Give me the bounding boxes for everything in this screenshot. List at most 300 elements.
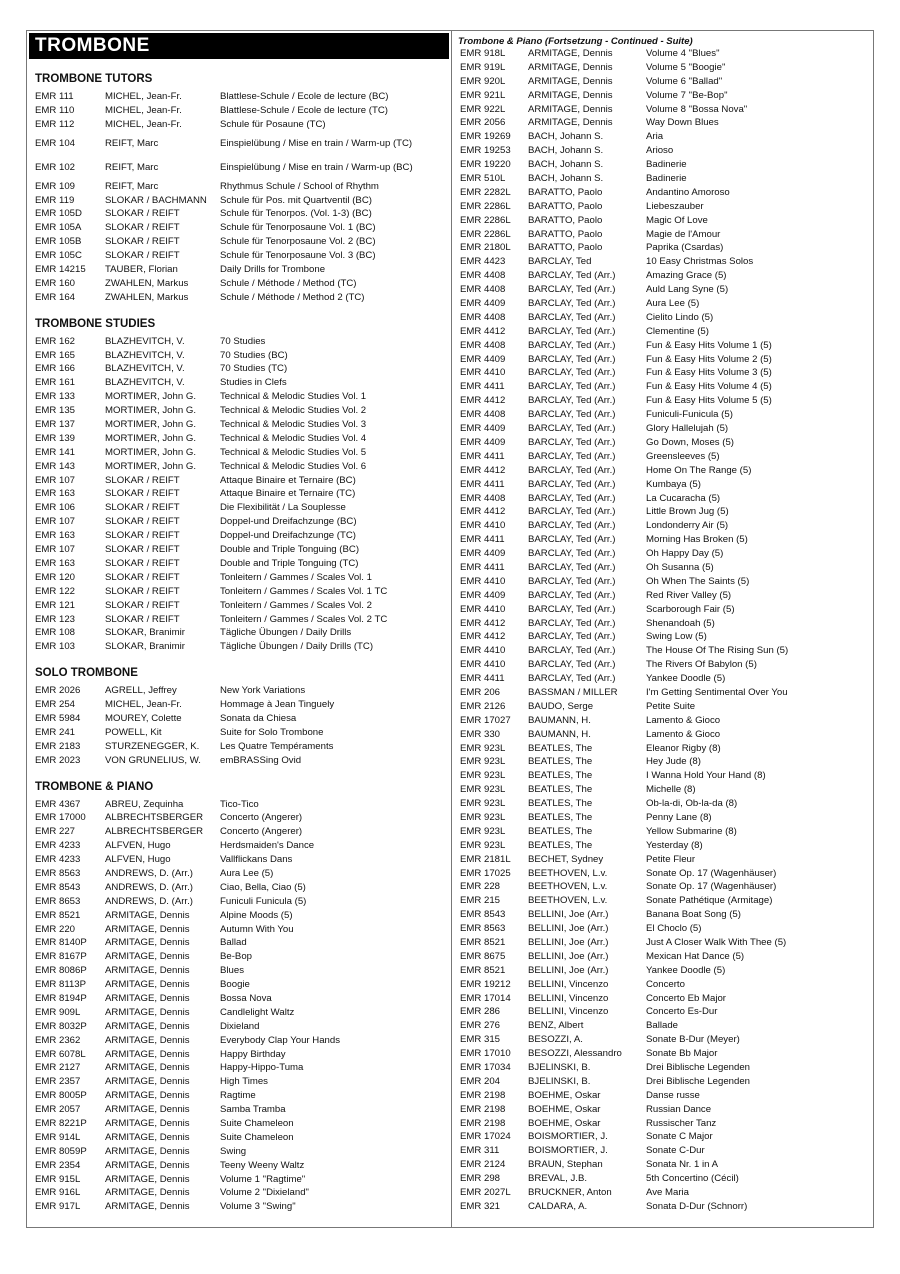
composer: ARMITAGE, Dennis <box>528 103 613 115</box>
composer: ARMITAGE, Dennis <box>528 89 613 101</box>
catalog-row <box>456 436 870 450</box>
composer: ARMITAGE, Dennis <box>105 979 190 991</box>
catalog-row <box>30 839 448 853</box>
catalog-row <box>456 519 870 533</box>
work-title: Happy-Hippo-Tuma <box>220 1062 304 1074</box>
composer: ARMITAGE, Dennis <box>105 1034 190 1046</box>
section-title: TROMBONE & PIANO <box>35 780 154 793</box>
catalog-row <box>456 603 870 617</box>
work-title: Red River Valley (5) <box>646 589 732 601</box>
catalog-row <box>30 446 448 460</box>
composer: BARCLAY, Ted (Arr.) <box>528 284 616 296</box>
catalog-row <box>456 894 870 908</box>
catalog-row <box>456 728 870 742</box>
catalog-number: EMR 2023 <box>35 754 81 766</box>
composer: ARMITAGE, Dennis <box>105 1020 190 1032</box>
catalog-number: EMR 8653 <box>35 895 81 907</box>
catalog-number: EMR 8032P <box>35 1020 87 1032</box>
catalog-number: EMR 4411 <box>460 381 505 393</box>
page-banner: TROMBONE <box>29 33 449 59</box>
catalog-row <box>30 698 448 712</box>
catalog-number: EMR 143 <box>35 460 75 472</box>
work-title: Einspielübung / Mise en train / Warm-up (BC) <box>220 162 413 174</box>
work-title: 70 Studies (TC) <box>220 363 288 375</box>
work-title: Vallflickans Dans <box>220 854 293 866</box>
composer: ARMITAGE, Dennis <box>105 1187 190 1199</box>
catalog-number: EMR 17014 <box>460 992 511 1004</box>
catalog-number: EMR 4412 <box>460 325 506 337</box>
composer: BEATLES, The <box>528 756 593 768</box>
catalog-number: EMR 4408 <box>460 339 506 351</box>
work-title: Boogie <box>220 979 250 991</box>
composer: REIFT, Marc <box>105 180 159 192</box>
work-title: Volume 6 "Ballad" <box>646 75 723 87</box>
catalog-number: EMR 4410 <box>460 659 506 671</box>
catalog-row <box>456 908 870 922</box>
composer: ARMITAGE, Dennis <box>105 1076 190 1088</box>
composer: BEETHOVEN, L.v. <box>528 867 608 879</box>
composer: SLOKAR / REIFT <box>105 236 180 248</box>
composer: BARCLAY, Ted (Arr.) <box>528 561 616 573</box>
work-title: Sonate Op. 17 (Wagenhäuser) <box>646 867 777 879</box>
catalog-row <box>456 811 870 825</box>
work-title: Daily Drills for Trombone <box>220 264 326 276</box>
catalog-number: EMR 4412 <box>460 395 506 407</box>
composer: BARCLAY, Ted (Arr.) <box>528 311 616 323</box>
work-title: Yesterday (8) <box>646 839 703 851</box>
work-title: Technical & Melodic Studies Vol. 2 <box>220 405 367 417</box>
catalog-number: EMR 19212 <box>460 978 511 990</box>
catalog-row <box>456 61 870 75</box>
work-title: Aura Lee (5) <box>220 867 274 879</box>
catalog-number: EMR 4412 <box>460 617 506 629</box>
work-title: Concerto Es-Dur <box>646 1006 718 1018</box>
work-title: 70 Studies (BC) <box>220 349 288 361</box>
catalog-row <box>30 362 448 376</box>
catalog-row <box>30 599 448 613</box>
catalog-number: EMR 4412 <box>460 464 506 476</box>
composer: ARMITAGE, Dennis <box>105 909 190 921</box>
catalog-number: EMR 2181L <box>460 853 511 865</box>
catalog-number: EMR 918L <box>460 48 506 59</box>
catalog-number: EMR 4367 <box>35 798 81 810</box>
catalog-number: EMR 120 <box>35 571 75 583</box>
composer: REIFT, Marc <box>105 138 159 150</box>
composer: BEETHOVEN, L.v. <box>528 895 608 907</box>
catalog-row <box>30 249 448 263</box>
catalog-number: EMR 161 <box>35 377 75 389</box>
catalog-number: EMR 102 <box>35 162 75 174</box>
work-title: Technical & Melodic Studies Vol. 5 <box>220 446 367 458</box>
catalog-row <box>30 529 448 543</box>
composer: SLOKAR / REIFT <box>105 488 180 500</box>
work-title: Blattlese-Schule / Ecole de lecture (BC) <box>220 91 389 102</box>
catalog-row <box>30 992 448 1006</box>
catalog-number: EMR 8521 <box>460 937 506 948</box>
catalog-row <box>456 1089 870 1103</box>
work-title: Arioso <box>646 145 674 157</box>
composer: ARMITAGE, Dennis <box>528 61 613 73</box>
catalog-number: EMR 914L <box>35 1131 81 1143</box>
composer: BARATTO, Paolo <box>528 214 603 226</box>
catalog-row <box>456 769 870 783</box>
composer: MICHEL, Jean-Fr. <box>105 104 182 116</box>
work-title: Attaque Binaire et Ternaire (TC) <box>220 488 356 500</box>
catalog-row <box>456 547 870 561</box>
catalog-row <box>456 464 870 478</box>
catalog-row <box>456 408 870 422</box>
work-title: Schule / Méthode / Method (TC) <box>220 277 357 289</box>
column-divider <box>451 30 452 1228</box>
work-title: Sonate Op. 17 (Wagenhäuser) <box>646 881 777 893</box>
composer: BEATLES, The <box>528 784 593 796</box>
catalog-row <box>30 180 448 194</box>
composer: SLOKAR / REIFT <box>105 222 180 234</box>
catalog-row <box>456 825 870 839</box>
catalog-row <box>456 158 870 172</box>
catalog-number: EMR 4410 <box>460 367 506 379</box>
work-title: Technical & Melodic Studies Vol. 6 <box>220 460 367 472</box>
catalog-number: EMR 2286L <box>460 228 511 240</box>
catalog-number: EMR 4233 <box>35 840 81 852</box>
work-title: Danse russe <box>646 1089 700 1101</box>
catalog-row <box>456 1172 870 1186</box>
catalog-row <box>456 950 870 964</box>
composer: ARMITAGE, Dennis <box>528 48 613 59</box>
composer: POWELL, Kit <box>105 726 162 738</box>
catalog-row <box>30 277 448 291</box>
composer: BARCLAY, Ted (Arr.) <box>528 575 616 587</box>
work-title: Paprika (Csardas) <box>646 242 724 254</box>
work-title: Sonate B-Dur (Meyer) <box>646 1034 740 1046</box>
work-title: Fun & Easy Hits Volume 1 (5) <box>646 339 772 351</box>
work-title: Funiculi Funicula (5) <box>220 895 307 907</box>
catalog-row <box>456 1019 870 1033</box>
composer: REIFT, Marc <box>105 162 159 174</box>
work-title: Sonata D-Dur (Schnorr) <box>646 1200 748 1212</box>
catalog-row <box>456 1103 870 1117</box>
work-title: Yellow Submarine (8) <box>646 825 737 837</box>
catalog-number: EMR 2198 <box>460 1117 506 1129</box>
composer: ALFVEN, Hugo <box>105 854 171 866</box>
work-title: Scarborough Fair (5) <box>646 603 735 615</box>
catalog-number: EMR 8563 <box>460 923 506 935</box>
catalog-number: EMR 107 <box>35 474 75 486</box>
composer: SLOKAR / REIFT <box>105 516 180 528</box>
catalog-number: EMR 4408 <box>460 409 506 421</box>
composer: SLOKAR / REIFT <box>105 585 180 597</box>
work-title: Alpine Moods (5) <box>220 909 293 921</box>
work-title: Technical & Melodic Studies Vol. 1 <box>220 391 367 403</box>
catalog-row <box>30 349 448 363</box>
work-title: Russian Dance <box>646 1103 712 1115</box>
composer: BELLINI, Joe (Arr.) <box>528 909 609 921</box>
catalog-row <box>456 1061 870 1075</box>
work-title: Volume 1 "Ragtime" <box>220 1173 306 1185</box>
catalog-number: EMR 4408 <box>460 284 506 296</box>
work-title: Technical & Melodic Studies Vol. 4 <box>220 432 367 444</box>
composer: ARMITAGE, Dennis <box>105 1006 190 1018</box>
work-title: Ave Maria <box>646 1187 690 1199</box>
composer: BAUMANN, H. <box>528 728 591 740</box>
work-title: Amazing Grace (5) <box>646 270 727 282</box>
catalog-number: EMR 241 <box>35 726 75 738</box>
catalog-number: EMR 14215 <box>35 264 86 276</box>
catalog-number: EMR 164 <box>35 291 75 303</box>
catalog-row <box>456 1075 870 1089</box>
catalog-row <box>30 811 448 825</box>
catalog-row <box>30 1200 448 1214</box>
catalog-number: EMR 4409 <box>460 353 506 365</box>
catalog-row <box>456 478 870 492</box>
catalog-row <box>30 1145 448 1159</box>
catalog-row <box>456 797 870 811</box>
catalog-number: EMR 220 <box>35 923 75 935</box>
work-title: Tonleitern / Gammes / Scales Vol. 2 <box>220 599 372 611</box>
catalog-number: EMR 2127 <box>35 1062 81 1074</box>
catalog-number: EMR 17025 <box>460 867 511 879</box>
section-title: TROMBONE TUTORS <box>35 73 153 85</box>
work-title: Sonate Bb Major <box>646 1048 718 1060</box>
catalog-number: EMR 139 <box>35 432 75 444</box>
catalog-number: EMR 286 <box>460 1006 500 1018</box>
composer: BARCLAY, Ted (Arr.) <box>528 325 616 337</box>
catalog-number: EMR 923L <box>460 784 506 796</box>
catalog-row <box>30 613 448 627</box>
work-title: Double and Triple Tonguing (BC) <box>220 544 360 556</box>
work-title: Sonata da Chiesa <box>220 712 297 724</box>
work-title: Hey Jude (8) <box>646 756 701 768</box>
catalog-row <box>456 297 870 311</box>
catalog-number: EMR 8086P <box>35 965 87 977</box>
catalog-row <box>30 404 448 418</box>
composer: ARMITAGE, Dennis <box>105 937 190 949</box>
catalog-row <box>30 1048 448 1062</box>
catalog-number: EMR 330 <box>460 728 500 740</box>
work-title: I'm Getting Sentimental Over You <box>646 686 788 698</box>
composer: BACH, Johann S. <box>528 131 604 143</box>
catalog-number: EMR 4412 <box>460 506 506 518</box>
work-title: Samba Tramba <box>220 1104 286 1116</box>
composer: BELLINI, Vincenzo <box>528 978 609 990</box>
catalog-row <box>30 1117 448 1131</box>
catalog-row <box>456 755 870 769</box>
catalog-number: EMR 4408 <box>460 270 506 282</box>
work-title: Die Flexibilität / La Souplesse <box>220 502 346 514</box>
work-title: Morning Has Broken (5) <box>646 534 748 546</box>
catalog-number: EMR 4410 <box>460 603 506 615</box>
composer: BJELINSKI, B. <box>528 1062 591 1074</box>
composer: BARCLAY, Ted (Arr.) <box>528 423 616 435</box>
catalog-number: EMR 121 <box>35 599 75 611</box>
catalog-row <box>456 339 870 353</box>
composer: ARMITAGE, Dennis <box>105 1090 190 1102</box>
work-title: Rhythmus Schule / School of Rhythm <box>220 180 379 192</box>
composer: ARMITAGE, Dennis <box>105 1159 190 1171</box>
catalog-number: EMR 4410 <box>460 575 506 587</box>
catalog-row <box>456 533 870 547</box>
composer: SLOKAR, Branimir <box>105 627 185 639</box>
catalog-row <box>456 992 870 1006</box>
catalog-row <box>30 1173 448 1187</box>
catalog-number: EMR 8521 <box>460 964 506 976</box>
composer: BARATTO, Paolo <box>528 242 603 254</box>
catalog-row <box>456 672 870 686</box>
catalog-row <box>30 432 448 446</box>
composer: BREVAL, J.B. <box>528 1173 588 1185</box>
catalog-row <box>456 1005 870 1019</box>
catalog-number: EMR 4411 <box>460 673 505 685</box>
composer: STURZENEGGER, K. <box>105 740 200 752</box>
composer: BARCLAY, Ted (Arr.) <box>528 478 616 490</box>
composer: SLOKAR / BACHMANN <box>105 194 207 206</box>
work-title: Suite Chameleon <box>220 1131 294 1143</box>
catalog-row <box>456 325 870 339</box>
catalog-row <box>30 571 448 585</box>
work-title: Magic Of Love <box>646 214 708 226</box>
composer: BOEHME, Oskar <box>528 1103 601 1115</box>
catalog-number: EMR 2026 <box>35 685 81 697</box>
composer: BESOZZI, A. <box>528 1034 583 1046</box>
work-title: Blues <box>220 965 244 977</box>
composer: SLOKAR / REIFT <box>105 571 180 583</box>
composer: SLOKAR / REIFT <box>105 557 180 569</box>
composer: BJELINSKI, B. <box>528 1075 591 1087</box>
catalog-number: EMR 4409 <box>460 436 506 448</box>
composer: TAUBER, Florian <box>105 264 178 276</box>
catalog-row <box>30 501 448 515</box>
catalog-number: EMR 2198 <box>460 1103 506 1115</box>
work-title: Teeny Weeny Waltz <box>220 1159 305 1171</box>
catalog-number: EMR 921L <box>460 89 506 101</box>
catalog-number: EMR 141 <box>35 446 75 458</box>
catalog-row <box>456 714 870 728</box>
work-title: Doppel-und Dreifachzunge (TC) <box>220 530 356 542</box>
catalog-number: EMR 163 <box>35 530 75 542</box>
catalog-number: EMR 4409 <box>460 423 506 435</box>
composer: MORTIMER, John G. <box>105 391 196 403</box>
work-title: Home On The Range (5) <box>646 464 752 476</box>
composer: ARMITAGE, Dennis <box>105 1104 190 1116</box>
catalog-number: EMR 165 <box>35 349 75 361</box>
composer: MOUREY, Colette <box>105 712 182 724</box>
catalog-number: EMR 107 <box>35 516 75 528</box>
catalog-row <box>456 380 870 394</box>
composer: BELLINI, Joe (Arr.) <box>528 950 609 962</box>
work-title: Volume 7 "Be-Bop" <box>646 89 728 101</box>
catalog-row <box>456 1144 870 1158</box>
catalog-number: EMR 103 <box>35 641 75 653</box>
work-title: Volume 4 "Blues" <box>646 48 720 59</box>
composer: ARMITAGE, Dennis <box>105 951 190 963</box>
composer: CALDARA, A. <box>528 1200 588 1212</box>
work-title: Happy Birthday <box>220 1048 286 1060</box>
composer: ARMITAGE, Dennis <box>528 117 613 129</box>
composer: BELLINI, Joe (Arr.) <box>528 937 609 948</box>
catalog-number: EMR 923L <box>460 742 506 754</box>
composer: BOISMORTIER, J. <box>528 1145 608 1157</box>
catalog-number: EMR 254 <box>35 699 75 711</box>
composer: MORTIMER, John G. <box>105 405 196 417</box>
catalog-number: EMR 8543 <box>35 881 81 893</box>
work-title: Everybody Clap Your Hands <box>220 1034 340 1046</box>
catalog-row <box>30 156 448 180</box>
work-title: Ob-la-di, Ob-la-da (8) <box>646 798 738 810</box>
catalog-row <box>456 1200 870 1214</box>
work-title: Fun & Easy Hits Volume 5 (5) <box>646 395 772 407</box>
composer: BEETHOVEN, L.v. <box>528 881 608 893</box>
catalog-number: EMR 123 <box>35 613 75 625</box>
work-title: Ballade <box>646 1020 679 1032</box>
catalog-number: EMR 104 <box>35 138 75 150</box>
work-title: Petite Suite <box>646 700 696 712</box>
composer: BARCLAY, Ted <box>528 256 592 268</box>
composer: MICHEL, Jean-Fr. <box>105 118 182 130</box>
work-title: Volume 2 "Dixieland" <box>220 1187 309 1199</box>
composer: BARCLAY, Ted (Arr.) <box>528 339 616 351</box>
catalog-row <box>456 783 870 797</box>
catalog-number: EMR 4411 <box>460 561 505 573</box>
catalog-number: EMR 163 <box>35 557 75 569</box>
catalog-number: EMR 19220 <box>460 159 511 171</box>
work-title: Suite Chameleon <box>220 1118 294 1129</box>
catalog-row <box>30 90 448 104</box>
composer: BOEHME, Oskar <box>528 1117 601 1129</box>
catalog-number: EMR 8221P <box>35 1118 87 1129</box>
catalog-number: EMR 119 <box>35 194 75 206</box>
composer: SLOKAR / REIFT <box>105 208 180 220</box>
composer: BENZ, Albert <box>528 1020 584 1032</box>
catalog-number: EMR 107 <box>35 544 75 556</box>
work-title: Banana Boat Song (5) <box>646 909 741 921</box>
work-title: Concerto <box>646 978 685 990</box>
work-title: Schule für Tenorposaune Vol. 3 (BC) <box>220 250 376 262</box>
composer: BARCLAY, Ted (Arr.) <box>528 395 616 407</box>
catalog-row <box>456 1130 870 1144</box>
work-title: Liebeszauber <box>646 200 704 212</box>
catalog-row <box>30 798 448 812</box>
catalog-number: EMR 923L <box>460 770 506 782</box>
catalog-row <box>456 617 870 631</box>
catalog-number: EMR 4412 <box>460 631 506 643</box>
composer: ANDREWS, D. (Arr.) <box>105 881 193 893</box>
catalog-number: EMR 321 <box>460 1200 500 1212</box>
catalog-row <box>456 422 870 436</box>
work-title: Badinerie <box>646 159 687 171</box>
catalog-number: EMR 923L <box>460 811 506 823</box>
catalog-number: EMR 4411 <box>460 534 505 546</box>
catalog-row <box>456 505 870 519</box>
composer: ARMITAGE, Dennis <box>105 1201 190 1213</box>
composer: SLOKAR / REIFT <box>105 599 180 611</box>
work-title: Way Down Blues <box>646 117 719 129</box>
catalog-row <box>456 575 870 589</box>
work-title: 5th Concertino (Cécil) <box>646 1173 739 1185</box>
work-title: Attaque Binaire et Ternaire (BC) <box>220 474 356 486</box>
composer: BARCLAY, Ted (Arr.) <box>528 450 616 462</box>
catalog-row <box>456 47 870 61</box>
catalog-number: EMR 2362 <box>35 1034 81 1046</box>
work-title: Oh Happy Day (5) <box>646 548 724 560</box>
work-title: Ballad <box>220 937 247 949</box>
catalog-row <box>30 923 448 937</box>
catalog-number: EMR 2057 <box>35 1104 81 1116</box>
catalog-row <box>30 460 448 474</box>
work-title: Swing <box>220 1145 247 1157</box>
composer: AGRELL, Jeffrey <box>105 685 177 697</box>
catalog-row <box>30 712 448 726</box>
composer: BARCLAY, Ted (Arr.) <box>528 381 616 393</box>
